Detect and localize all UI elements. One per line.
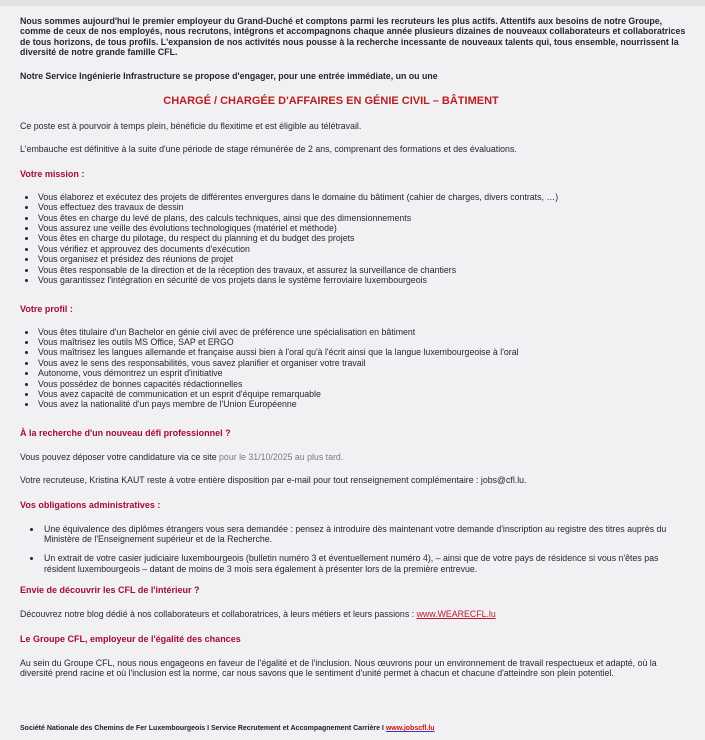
recruteuse-paragraph: Votre recruteuse, Kristina KAUT reste à votre entière disposition par e-mail pour tout renseignement complémentaire : jobs@cfl.lu. <box>20 475 527 486</box>
list-item: • Vous êtes en charge du levé de plans, des calculs techniques, ainsi que des dimensionnements <box>37 213 687 223</box>
list-item: • Autonome, vous démontrez un esprit d'initiative <box>37 368 687 378</box>
candidature-paragraph <box>20 452 687 462</box>
groupe-heading: Le Groupe CFL, employeur de l'égalité des chances <box>20 633 241 644</box>
jobscfl-link[interactable]: www.jobscfl.lu <box>385 725 435 733</box>
list-item: • Vous assurez une veille des évolutions technologiques (matériel et méthode) <box>37 223 687 233</box>
list-item: • Une équivalence des diplômes étrangers vous sera demandée : pensez à introduire dès maintenant votre demande d'inscription au registre des titres auprès du Ministère de l'Enseignement supérieur et de la Recherche. <box>42 524 687 545</box>
list-item: • Vous avez capacité de communication et un esprit d'équipe remarquable <box>37 389 687 399</box>
list-item: • Vous êtes titulaire d'un Bachelor en génie civil avec de préférence une spécialisation en bâtiment <box>37 327 687 337</box>
engagement-line: Notre Service Ingénierie Infrastructure se propose d'engager, pour une entrée immédiate, un ou une <box>20 70 438 81</box>
embauche-paragraph: L'embauche est définitive à la suite d'une période de stage rémunérée de 2 ans, comprenant des formations et des évaluations. <box>20 144 517 155</box>
list-item: • Vous maîtrisez les langues allemande et française aussi bien à l'oral qu'à l'écrit ainsi que la langue luxembourgeoise à l'oral <box>37 347 687 357</box>
list-item: • Vous effectuez des travaux de dessin <box>37 202 687 212</box>
envie-heading: Envie de découvrir les CFL de l'intérieur ? <box>20 585 200 596</box>
recherche-heading: À la recherche d'un nouveau défi professionnel ? <box>20 427 231 438</box>
candidature-deadline: pour le 31/10/2025 au plus tard. <box>216 451 344 462</box>
list-item: • Vous avez le sens des responsabilités, vous savez planifier et organiser votre travail <box>37 358 687 368</box>
list-item: • Vous êtes en charge du pilotage, du respect du planning et du budget des projets <box>37 233 687 243</box>
groupe-paragraph: Au sein du Groupe CFL, nous nous engageons en faveur de l'égalité et de l'inclusion. Nous œuvrons pour un environnement de travail respectueux et adapté, où la diversité prend racine et où l'inclusion est la norme, car nous savons que le sentiment d'unité permet à chacun et chacune d'atteindre son plein potentiel. <box>20 657 657 678</box>
list-item: • Vous vérifiez et approuvez des documents d'exécution <box>37 244 687 254</box>
candidature-text: Vous pouvez déposer votre candidature via ce site <box>20 451 217 462</box>
profil-heading: Votre profil : <box>20 303 73 314</box>
list-item: • Vous possédez de bonnes capacités rédactionnelles <box>37 379 687 389</box>
list-item: • Vous garantissez l'intégration en sécurité de vos projets dans le système ferroviaire luxembourgeois <box>37 275 687 285</box>
poste-paragraph: Ce poste est à pourvoir à temps plein, bénéficie du flexitime et est éligible au télétravail. <box>20 121 362 132</box>
list-item: • Vous organisez et présidez des réunions de projet <box>37 254 687 264</box>
list-item: • Vous êtes responsable de la direction et de la réception des travaux, et assurez la surveillance de chantiers <box>37 265 687 275</box>
list-item: • Vous maîtrisez les outils MS Office, SAP et ERGO <box>37 337 687 347</box>
job-posting-document <box>0 6 705 733</box>
blog-text: Découvrez notre blog dédié à nos collaborateurs et collaboratrices, à leurs métiers et leurs passions : <box>20 609 417 620</box>
obligations-list <box>20 524 687 575</box>
list-item: • Vous avez la nationalité d'un pays membre de l'Union Européenne <box>37 399 687 409</box>
wearecfl-link[interactable]: www.WEARECFL.lu <box>416 609 496 620</box>
mission-heading: Votre mission : <box>20 168 85 179</box>
footer <box>20 724 687 733</box>
list-item: • Un extrait de votre casier judiciaire luxembourgeois (bulletin numéro 3 et éventuellement numéro 4), – ainsi que de votre pays de résidence si vous n'êtes pas résident luxembourgeois – datant de moins de 3 mois sera également à présenter lors de la première entrevue. <box>42 553 687 574</box>
list-item: • Vous élaborez et exécutez des projets de différentes envergures dans le domaine du bâtiment (cahier de charges, divers contrats, …) <box>37 192 687 202</box>
mission-list <box>20 192 687 286</box>
intro-paragraph: Nous sommes aujourd'hui le premier employeur du Grand-Duché et comptons parmi les recruteurs les plus actifs. Attentifs aux besoins de notre Groupe, comme de ceux de nos employés, nous recrutons, intégrons et accompagnons chaque année plusieurs dizaines de nouveaux collaborateurs et collaboratrices de tous horizons, de tous profils. L'expansion de nos activités nous pousse à la recherche incessante de nouveaux talents qui, tous ensemble, nourrissent la diversité de notre grande famille CFL. <box>20 16 686 58</box>
obligations-heading: Vos obligations administratives : <box>20 499 161 510</box>
job-title: CHARGÉ / CHARGÉE D'AFFAIRES EN GÉNIE CIVIL – BÂTIMENT <box>163 95 499 108</box>
footer-text: Société Nationale des Chemins de Fer Luxembourgeois I Service Recrutement et Accompagnement Carrière I <box>20 725 386 733</box>
profil-list <box>20 327 687 410</box>
blog-paragraph <box>20 609 687 619</box>
